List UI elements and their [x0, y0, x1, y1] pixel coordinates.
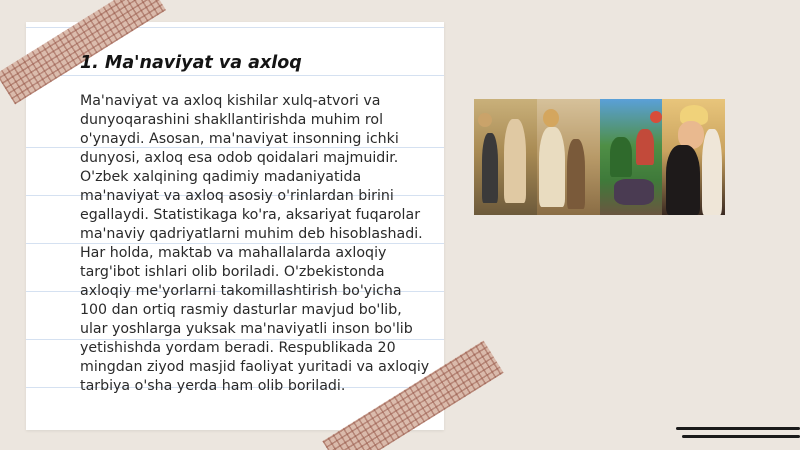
- illustration-panel-3: [600, 99, 663, 215]
- illustration-image: [474, 99, 725, 215]
- illustration-panel-4: [662, 99, 725, 215]
- slide-title: 1. Ma'naviyat va axloq: [80, 53, 302, 73]
- slide-body-text: Ma'naviyat va axloq kishilar xulq-atvori va dunyoqarashini shakllantirishda muhim rol o'ynaydi. Asosan, ma'naviyat insonning ichki dunyosi, axloq esa odob qoidalari majmuidir. O'zbek xalqining qadimiy madaniyatida ma'naviyat va axloq asosiy o'rinlardan birini egallaydi. Statistikaga ko'ra, aksariyat fuqarolar ma'naviy qadriyatlarni muhim deb hisoblashadi. Har holda, maktab va mahallalarda axloqiy targ'ibot ishlari olib boriladi. O'zbekistonda axloqiy me'yorlarni takomillashtirish bo'yicha 100 dan ortiq rasmiy dasturlar mavjud bo'lib, ular yoshlarga yuksak ma'naviyatli inson bo'lib yetishishda yordam beradi. Respublikada 20 mingdan ziyod masjid faoliyat yuritadi va axloqiy tarbiya o'sha yerda ham olib boriladi.: [80, 93, 430, 394]
- decorative-lines: [676, 424, 800, 442]
- illustration-panel-2: [537, 99, 600, 215]
- illustration-panel-1: [474, 99, 537, 215]
